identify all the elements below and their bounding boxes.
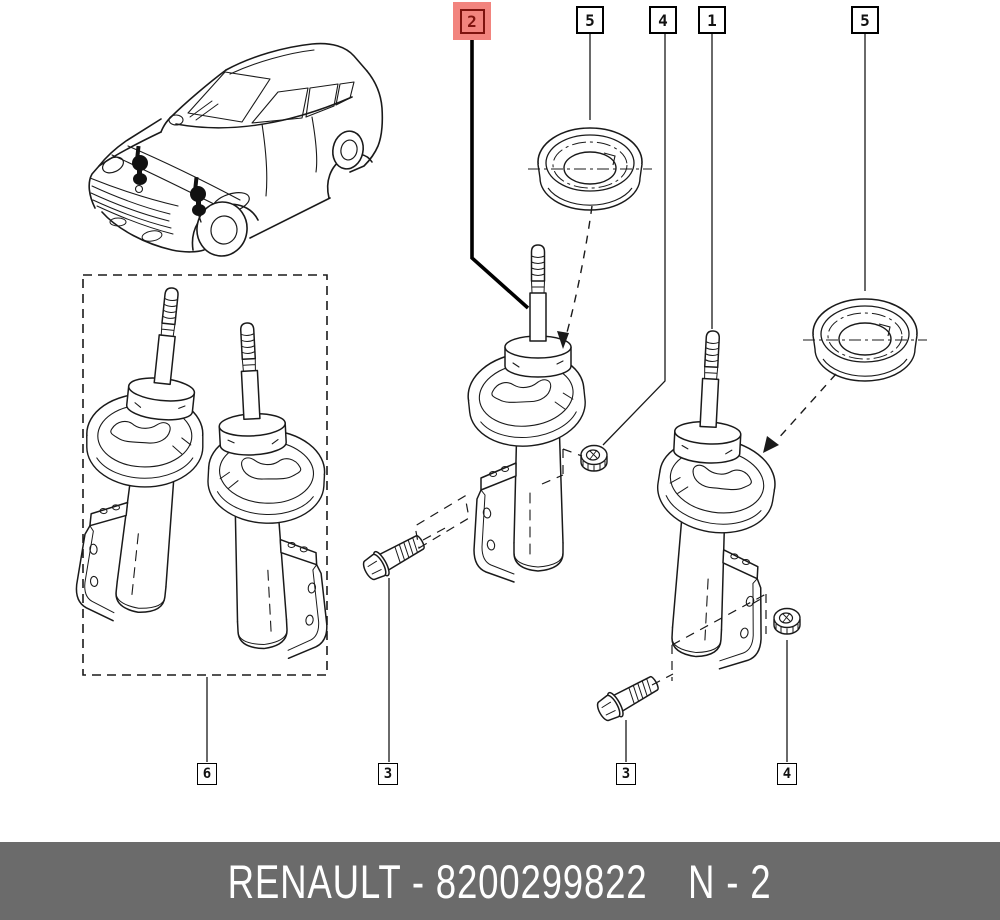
nut-part-4-left [581, 446, 607, 472]
callout-label: 4 [658, 10, 668, 30]
kit-strut-left [64, 280, 224, 628]
car-location-overview [89, 44, 382, 260]
bolt-part-3-right [594, 670, 663, 725]
callout-5-top-right[interactable] [851, 6, 879, 34]
strut-part-2 [464, 245, 589, 582]
footer-bar [0, 842, 1000, 920]
footer-page-code: N - 2 [688, 854, 772, 908]
strut-part-1 [644, 328, 787, 671]
callout-4-top[interactable] [649, 6, 677, 34]
leader-line-selected-part-2 [472, 40, 528, 308]
callout-4-bottom[interactable] [777, 763, 797, 785]
callout-label: 4 [782, 766, 792, 782]
callout-5-top[interactable] [576, 6, 604, 34]
kit-strut-right [196, 319, 339, 662]
callout-2-selected[interactable] [453, 2, 491, 40]
callout-label: 1 [707, 10, 717, 30]
callout-3-bottom-right[interactable] [616, 763, 636, 785]
strut-position-markers [132, 146, 206, 216]
callout-label: 3 [621, 766, 631, 782]
footer-text [228, 854, 772, 909]
callout-label: 6 [202, 766, 212, 782]
callout-6-bottom[interactable] [197, 763, 217, 785]
callout-3-bottom-left[interactable] [378, 763, 398, 785]
upper-bearing-part-5-left [528, 128, 652, 210]
callout-label: 3 [383, 766, 393, 782]
footer-part-reference: RENAULT - 8200299822 [228, 854, 648, 908]
callout-box [460, 9, 485, 34]
callout-1-top[interactable] [698, 6, 726, 34]
callout-label: 5 [585, 10, 595, 30]
callout-label: 5 [860, 10, 870, 30]
bolt-part-3-left [360, 529, 429, 584]
nut-part-4-right [774, 609, 800, 635]
upper-bearing-part-5-right [803, 299, 927, 381]
bearing-mount-arrows [557, 206, 836, 453]
callout-label: 2 [467, 11, 477, 31]
arrowhead-icon [763, 436, 779, 453]
